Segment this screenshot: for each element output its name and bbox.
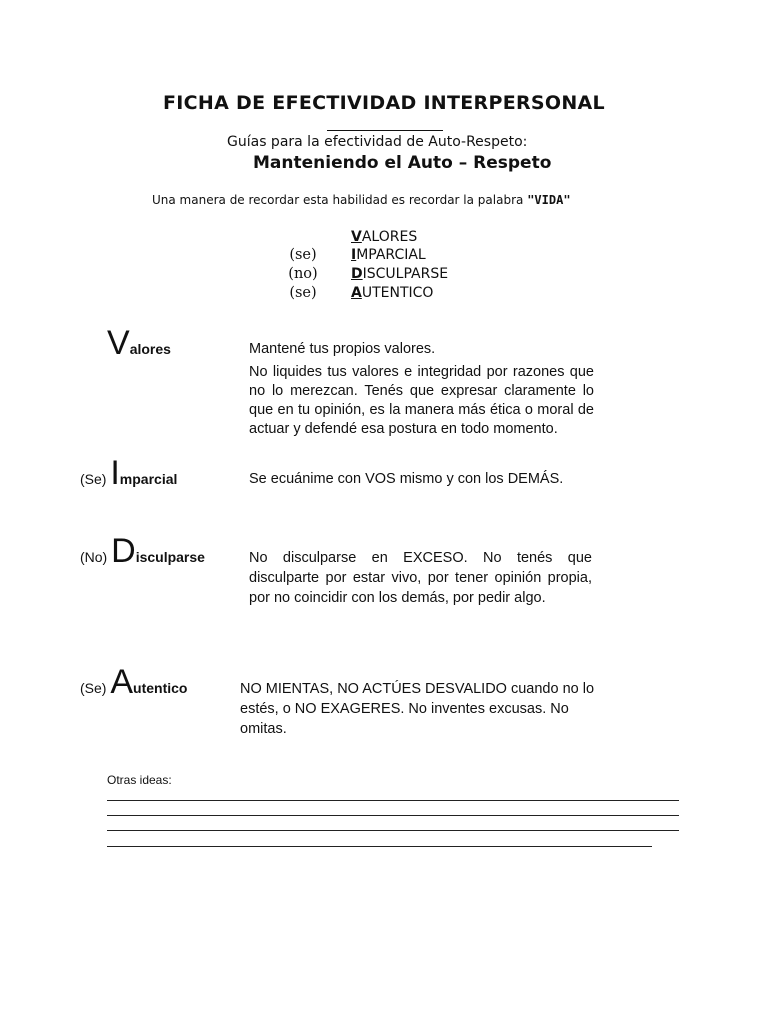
- acronym-letter: D: [351, 266, 363, 282]
- acronym-letter: I: [351, 247, 357, 263]
- acronym-prefix: (se): [289, 247, 317, 263]
- section-label-autentico: [80, 665, 187, 699]
- section-label-rest: mparcial: [119, 471, 178, 487]
- section-big-letter: D: [111, 532, 136, 570]
- page-title: FICHA DE EFECTIVIDAD INTERPERSONAL: [163, 92, 605, 114]
- section-label-rest: alores: [129, 341, 171, 357]
- section-description-autentico: [240, 679, 596, 739]
- section-heading: Manteniendo el Auto – Respeto: [253, 153, 552, 173]
- acronym-word-disculparse: [351, 266, 448, 282]
- blank-line[interactable]: [107, 846, 652, 847]
- section-description-imparcial: [249, 470, 594, 489]
- acronym-rest: ISCULPARSE: [362, 266, 449, 282]
- acronym-word-imparcial: [351, 247, 426, 263]
- section-description-disculparse: [249, 548, 592, 608]
- acronym-letter: V: [351, 229, 362, 245]
- section-label-disculparse: [80, 534, 205, 568]
- description-paragraph: No disculparse en EXCESO. No tenés que disculparte por estar vivo, por tener opinión propia, por no coincidir con los demás, por pedir algo.: [249, 550, 592, 606]
- section-big-letter: V: [107, 324, 130, 362]
- section-big-letter: I: [110, 454, 120, 492]
- blank-line[interactable]: [107, 815, 679, 816]
- acronym-word-valores: [351, 229, 417, 245]
- section-prefix: (No): [80, 549, 108, 565]
- section-big-letter: A: [110, 663, 134, 701]
- section-label-valores: [107, 326, 171, 360]
- otras-ideas-label: Otras ideas:: [107, 773, 172, 787]
- section-label-rest: isculparse: [135, 549, 205, 565]
- acronym-prefix: (no): [288, 266, 318, 282]
- acronym-rest: ALORES: [361, 229, 418, 245]
- intro-text: Una manera de recordar esta habilidad es recordar la palabra: [152, 193, 524, 207]
- blank-line[interactable]: [107, 800, 679, 801]
- section-label-rest: utentico: [133, 680, 188, 696]
- intro-keyword: "VIDA": [527, 193, 571, 207]
- description-paragraph: Mantené tus propios valores.: [249, 341, 436, 357]
- section-label-imparcial: [80, 456, 177, 490]
- section-description-valores: [249, 340, 594, 439]
- blank-line[interactable]: [107, 830, 679, 831]
- acronym-word-autentico: [351, 285, 433, 301]
- section-prefix: (Se): [80, 680, 107, 696]
- acronym-rest: UTENTICO: [361, 285, 434, 301]
- acronym-rest: MPARCIAL: [356, 247, 426, 263]
- description-paragraph: Se ecuánime con VOS mismo y con los DEMÁS.: [249, 471, 564, 487]
- acronym-letter: A: [351, 285, 362, 301]
- description-paragraph: No liquides tus valores e integridad por razones que no lo merezcan. Tenés que expresar claramente lo que en tu opinión, es la manera más ética o moral de actuar y defendé esa postura en todo momento.: [249, 364, 594, 437]
- intro-sentence: [152, 193, 571, 207]
- title-underline: [327, 130, 443, 131]
- description-paragraph: NO MIENTAS, NO ACTÚES DESVALIDO cuando no lo estés, o NO EXAGERES. No inventes excusas. No omitas.: [240, 681, 595, 737]
- section-prefix: (Se): [80, 471, 107, 487]
- subtitle: Guías para la efectividad de Auto-Respeto:: [227, 134, 528, 150]
- acronym-prefix: (se): [289, 285, 317, 301]
